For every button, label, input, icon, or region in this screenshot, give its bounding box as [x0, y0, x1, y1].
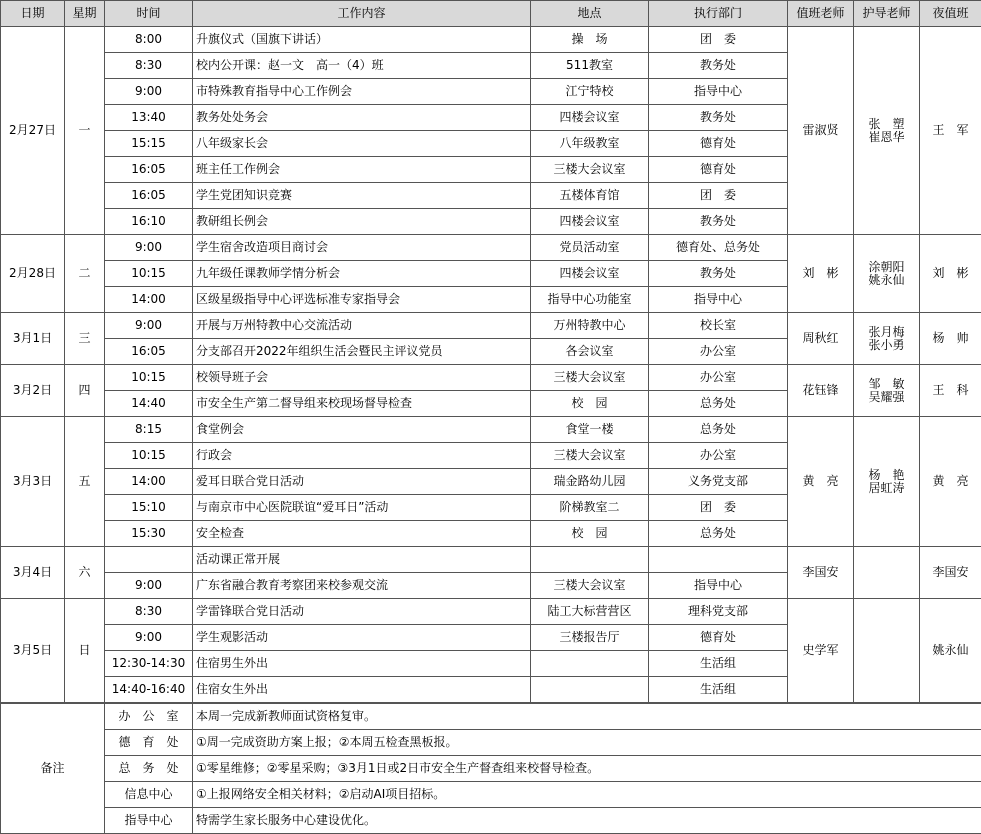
guard-teacher-cell: [854, 27, 920, 235]
content-cell: 开展与万州特教中心交流活动: [193, 313, 531, 339]
time-cell: 14:00: [105, 469, 193, 495]
duty-teacher-cell: 黄 亮: [788, 417, 854, 547]
time-cell: 14:40-16:40: [105, 677, 193, 704]
header-dept: 执行部门: [649, 1, 788, 27]
content-cell: 与南京市中心医院联谊“爱耳日”活动: [193, 495, 531, 521]
night-duty-cell: 杨 帅: [920, 313, 981, 365]
date-cell: 2月28日: [1, 235, 65, 313]
place-cell: 四楼会议室: [531, 105, 649, 131]
dept-cell: [649, 547, 788, 573]
weekday-cell: 三: [65, 313, 105, 365]
place-cell: 党员活动室: [531, 235, 649, 261]
time-cell: 16:05: [105, 157, 193, 183]
dept-cell: 德育处: [649, 157, 788, 183]
guard-teacher-cell: [854, 417, 920, 547]
time-cell: 9:00: [105, 625, 193, 651]
dept-cell: 德育处: [649, 625, 788, 651]
notes-dept: 总 务 处: [105, 756, 193, 782]
weekday-cell: 二: [65, 235, 105, 313]
guard-teacher-name: 涂朝阳: [868, 259, 905, 274]
place-cell: 三楼大会议室: [531, 443, 649, 469]
content-cell: 区级星级指导中心评选标准专家指导会: [193, 287, 531, 313]
place-cell: 万州特教中心: [531, 313, 649, 339]
dept-cell: 团 委: [649, 27, 788, 53]
dept-cell: 生活组: [649, 677, 788, 704]
time-cell: 10:15: [105, 261, 193, 287]
dept-cell: 办公室: [649, 365, 788, 391]
dept-cell: 德育处: [649, 131, 788, 157]
dept-cell: 教务处: [649, 209, 788, 235]
place-cell: 各会议室: [531, 339, 649, 365]
guard-teacher-name: 姚永仙: [868, 272, 905, 287]
place-cell: 指导中心功能室: [531, 287, 649, 313]
notes-text: 本周一完成新教师面试资格复审。: [193, 703, 981, 730]
dept-cell: 义务党支部: [649, 469, 788, 495]
date-cell: 2月27日: [1, 27, 65, 235]
place-cell: 三楼报告厅: [531, 625, 649, 651]
dept-cell: 理科党支部: [649, 599, 788, 625]
header-guard-teacher: 护导老师: [854, 1, 920, 27]
time-cell: 15:15: [105, 131, 193, 157]
place-cell: 八年级教室: [531, 131, 649, 157]
content-cell: 班主任工作例会: [193, 157, 531, 183]
guard-teacher-name: 张小勇: [868, 337, 905, 352]
notes-label: 备注: [1, 703, 105, 834]
time-cell: 15:30: [105, 521, 193, 547]
date-cell: 3月5日: [1, 599, 65, 704]
content-cell: 教研组长例会: [193, 209, 531, 235]
dept-cell: 总务处: [649, 521, 788, 547]
schedule-row: [1, 235, 981, 261]
content-cell: 九年级任课教师学情分析会: [193, 261, 531, 287]
content-cell: 校领导班子会: [193, 365, 531, 391]
time-cell: 9:00: [105, 235, 193, 261]
place-cell: 三楼大会议室: [531, 365, 649, 391]
time-cell: 14:00: [105, 287, 193, 313]
place-cell: 三楼大会议室: [531, 157, 649, 183]
night-duty-cell: 姚永仙: [920, 599, 981, 704]
time-cell: 9:00: [105, 573, 193, 599]
time-cell: [105, 547, 193, 573]
night-duty-cell: 王 科: [920, 365, 981, 417]
notes-body: [1, 703, 981, 834]
schedule-row: [1, 313, 981, 339]
time-cell: 9:00: [105, 79, 193, 105]
time-cell: 8:30: [105, 599, 193, 625]
place-cell: 511教室: [531, 53, 649, 79]
duty-teacher-cell: 史学军: [788, 599, 854, 704]
time-cell: 9:00: [105, 313, 193, 339]
dept-cell: 办公室: [649, 443, 788, 469]
place-cell: 校 园: [531, 391, 649, 417]
content-cell: 升旗仪式（国旗下讲话）: [193, 27, 531, 53]
notes-row: [1, 808, 981, 834]
content-cell: 分支部召开2022年组织生活会暨民主评议党员: [193, 339, 531, 365]
notes-row: [1, 782, 981, 808]
weekday-cell: 一: [65, 27, 105, 235]
duty-teacher-cell: 花钰锋: [788, 365, 854, 417]
guard-teacher-name: 吴耀强: [868, 389, 905, 404]
guard-teacher-cell: [854, 235, 920, 313]
notes-text: 特需学生家长服务中心建设优化。: [193, 808, 981, 834]
notes-text: ①零星维修；②零星采购；③3月1日或2日市安全生产督查组来校督导检查。: [193, 756, 981, 782]
time-cell: 8:30: [105, 53, 193, 79]
header-weekday: 星期: [65, 1, 105, 27]
schedule-row: [1, 599, 981, 625]
content-cell: 住宿男生外出: [193, 651, 531, 677]
place-cell: 阶梯教室二: [531, 495, 649, 521]
notes-dept: 德 育 处: [105, 730, 193, 756]
dept-cell: 教务处: [649, 261, 788, 287]
dept-cell: 指导中心: [649, 573, 788, 599]
date-cell: 3月4日: [1, 547, 65, 599]
place-cell: 食堂一楼: [531, 417, 649, 443]
weekday-cell: 四: [65, 365, 105, 417]
content-cell: 行政会: [193, 443, 531, 469]
night-duty-cell: 黄 亮: [920, 417, 981, 547]
schedule-row: [1, 365, 981, 391]
notes-row: [1, 756, 981, 782]
schedule-row: [1, 417, 981, 443]
content-cell: 学生党团知识竞赛: [193, 183, 531, 209]
time-cell: 16:05: [105, 339, 193, 365]
dept-cell: 办公室: [649, 339, 788, 365]
duty-teacher-cell: 李国安: [788, 547, 854, 599]
content-cell: 学生宿舍改造项目商讨会: [193, 235, 531, 261]
header-place: 地点: [531, 1, 649, 27]
place-cell: 操 场: [531, 27, 649, 53]
header-night-duty: 夜值班: [920, 1, 981, 27]
content-cell: 安全检查: [193, 521, 531, 547]
guard-teacher-name: 张 塑: [868, 116, 905, 131]
place-cell: [531, 547, 649, 573]
duty-teacher-cell: 雷淑贤: [788, 27, 854, 235]
guard-teacher-name: 邹 敏: [868, 376, 905, 391]
content-cell: 广东省融合教育考察团来校参观交流: [193, 573, 531, 599]
dept-cell: 生活组: [649, 651, 788, 677]
night-duty-cell: 李国安: [920, 547, 981, 599]
night-duty-cell: 王 军: [920, 27, 981, 235]
guard-teacher-cell: [854, 313, 920, 365]
night-duty-cell: 刘 彬: [920, 235, 981, 313]
content-cell: 校内公开课：赵一文 高一（4）班: [193, 53, 531, 79]
guard-teacher-name: 杨 艳: [868, 467, 905, 482]
content-cell: 学雷锋联合党日活动: [193, 599, 531, 625]
place-cell: 三楼大会议室: [531, 573, 649, 599]
header-content: 工作内容: [193, 1, 531, 27]
place-cell: 四楼会议室: [531, 209, 649, 235]
weekday-cell: 日: [65, 599, 105, 704]
notes-row: [1, 730, 981, 756]
header-date: 日期: [1, 1, 65, 27]
guard-teacher-name: 张月梅: [868, 324, 905, 339]
time-cell: 12:30-14:30: [105, 651, 193, 677]
dept-cell: 德育处、总务处: [649, 235, 788, 261]
time-cell: 16:05: [105, 183, 193, 209]
notes-row: [1, 703, 981, 730]
time-cell: 16:10: [105, 209, 193, 235]
notes-text: ①周一完成资助方案上报；②本周五检查黑板报。: [193, 730, 981, 756]
header-row: [1, 1, 981, 27]
dept-cell: 团 委: [649, 495, 788, 521]
time-cell: 14:40: [105, 391, 193, 417]
dept-cell: 团 委: [649, 183, 788, 209]
time-cell: 10:15: [105, 443, 193, 469]
content-cell: 住宿女生外出: [193, 677, 531, 704]
place-cell: 五楼体育馆: [531, 183, 649, 209]
dept-cell: 教务处: [649, 53, 788, 79]
time-cell: 8:15: [105, 417, 193, 443]
weekday-cell: 五: [65, 417, 105, 547]
duty-teacher-cell: 刘 彬: [788, 235, 854, 313]
notes-text: ①上报网络安全相关材料；②启动AI项目招标。: [193, 782, 981, 808]
place-cell: [531, 651, 649, 677]
notes-dept: 指导中心: [105, 808, 193, 834]
content-cell: 市安全生产第二督导组来校现场督导检查: [193, 391, 531, 417]
date-cell: 3月3日: [1, 417, 65, 547]
time-cell: 8:00: [105, 27, 193, 53]
content-cell: 教务处处务会: [193, 105, 531, 131]
duty-teacher-cell: 周秋红: [788, 313, 854, 365]
date-cell: 3月2日: [1, 365, 65, 417]
place-cell: 陆工大标营营区: [531, 599, 649, 625]
schedule-row: [1, 547, 981, 573]
time-cell: 15:10: [105, 495, 193, 521]
dept-cell: 总务处: [649, 417, 788, 443]
place-cell: 江宁特校: [531, 79, 649, 105]
dept-cell: 总务处: [649, 391, 788, 417]
place-cell: 四楼会议室: [531, 261, 649, 287]
content-cell: 八年级家长会: [193, 131, 531, 157]
content-cell: 爱耳日联合党日活动: [193, 469, 531, 495]
schedule-row: [1, 27, 981, 53]
time-cell: 10:15: [105, 365, 193, 391]
guard-teacher-name: 崔恩华: [868, 129, 905, 144]
place-cell: [531, 677, 649, 704]
guard-teacher-cell: [854, 365, 920, 417]
place-cell: 瑞金路幼儿园: [531, 469, 649, 495]
dept-cell: 指导中心: [649, 79, 788, 105]
weekday-cell: 六: [65, 547, 105, 599]
content-cell: 市特殊教育指导中心工作例会: [193, 79, 531, 105]
content-cell: 活动课正常开展: [193, 547, 531, 573]
place-cell: 校 园: [531, 521, 649, 547]
guard-teacher-name: 居虹涛: [868, 480, 905, 495]
dept-cell: 校长室: [649, 313, 788, 339]
content-cell: 学生观影活动: [193, 625, 531, 651]
date-cell: 3月1日: [1, 313, 65, 365]
dept-cell: 指导中心: [649, 287, 788, 313]
guard-teacher-cell: [854, 599, 920, 704]
content-cell: 食堂例会: [193, 417, 531, 443]
time-cell: 13:40: [105, 105, 193, 131]
dept-cell: 教务处: [649, 105, 788, 131]
notes-dept: 信息中心: [105, 782, 193, 808]
schedule-body: [1, 27, 981, 704]
header-duty-teacher: 值班老师: [788, 1, 854, 27]
guard-teacher-cell: [854, 547, 920, 599]
header-time: 时间: [105, 1, 193, 27]
notes-dept: 办 公 室: [105, 703, 193, 730]
